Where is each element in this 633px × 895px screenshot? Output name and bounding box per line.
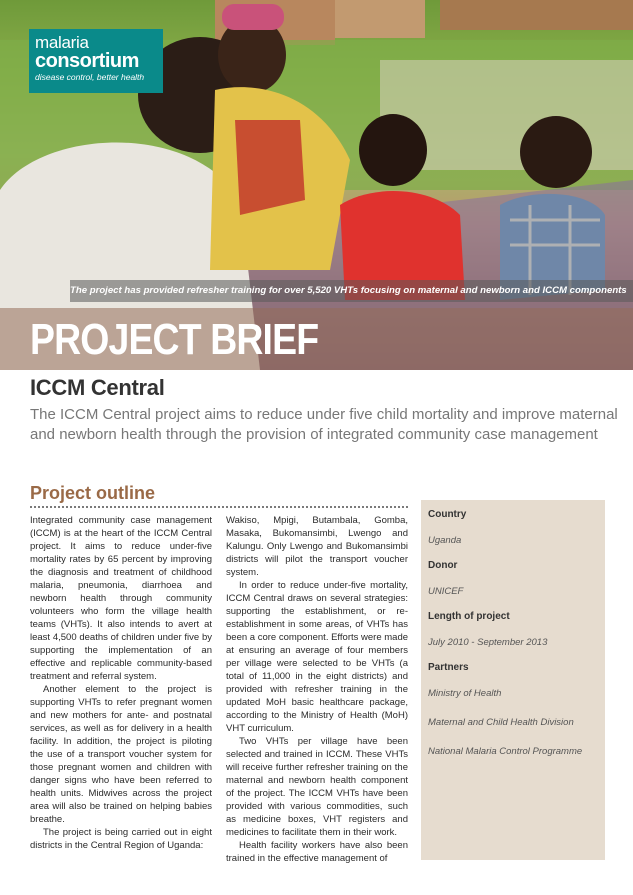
country-label: Country (428, 509, 467, 520)
body-column-middle (226, 514, 408, 895)
paragraph: The project is being carried out in eight districts in the Central Region of Uganda: (30, 827, 212, 851)
logo-line-1: malaria (35, 33, 89, 52)
logo-tagline: disease control, better health (35, 72, 145, 82)
logo-line-2: consortium (35, 50, 139, 72)
logo (29, 29, 163, 93)
partners-label: Partners (428, 662, 469, 673)
section-heading-project-outline: Project outline (30, 483, 156, 503)
paragraph: Another element to the project is supporting VHTs to refer pregnant women and new mothers for ante- and postnatal services, as well as for delivery in a health facility. In addition, the project is piloting the use of a transport voucher system for those pregnant women and children with danger signs who have been referred to health units. Midwives across the project area will also be trained on helping babies breathe. (30, 684, 212, 825)
paragraph: In order to reduce under-five mortality, ICCM Central draws on several strategies: supporting the establishment, or re-establishment in some areas, of VHTs has been a core component. Efforts were made at ensuring an average of four members per village were selected to be VHTs (a total of 11,000 in the eight districts) and provided with refresher training in the updated MoH basic healthcare package, according to the Ministry of Health (MoH) VHT curriculum. (226, 580, 408, 734)
paragraph: Wakiso, Mpigi, Butambala, Gomba, Masaka, Bukomansimbi, Lwengo and Kalungu. Only Lwengo and Bukomansimbi districts will pilot the transport voucher system. (226, 515, 408, 578)
length-label: Length of project (428, 611, 510, 622)
paragraph: Two VHTs per village have been selected and trained in ICCM. These VHTs will receive further refresher training on the maternal and newborn health component of the project. The ICCM VHTs have been provided with various commodities, such as medicine boxes, VHT registers and medicines to facilitate them in their work. (226, 736, 408, 838)
project-brief-heading: PROJECT BRIEF (30, 315, 319, 364)
section-divider (30, 506, 408, 508)
body-column-left (30, 514, 212, 895)
photo-caption: The project has provided refresher training for over 5,520 VHTs focusing on maternal and newborn and ICCM components (70, 280, 633, 302)
project-facts-sidebar (421, 500, 605, 860)
country-value: Uganda (428, 535, 462, 546)
partner-item: National Malaria Control Programme (428, 746, 583, 757)
document-subtitle: The ICCM Central project aims to reduce under five child mortality and improve maternal and newborn health through the provision of integrated community case management (30, 406, 618, 443)
partner-item: Maternal and Child Health Division (428, 717, 574, 728)
length-value: July 2010 - September 2013 (428, 637, 548, 648)
donor-value: UNICEF (428, 586, 464, 597)
partner-item: Ministry of Health (428, 688, 502, 699)
paragraph: Integrated community case management (ICCM) is at the heart of the ICCM Central project. It aims to reduce under-five mortality rates by 65 percent by improving the diagnosis and treatment of childhood malaria, pneumonia, diarrhoea and newborn health through community volunteers who form the village health teams (VHTs). It also intends to avert at least 4,500 deaths of children under five by supporting the implementation of an effective and replicable community-based treatment and referral system. (30, 515, 212, 682)
document-title: ICCM Central (30, 375, 165, 400)
donor-label: Donor (428, 560, 458, 571)
paragraph: Health facility workers have also been trained in the effective management of (226, 840, 408, 864)
